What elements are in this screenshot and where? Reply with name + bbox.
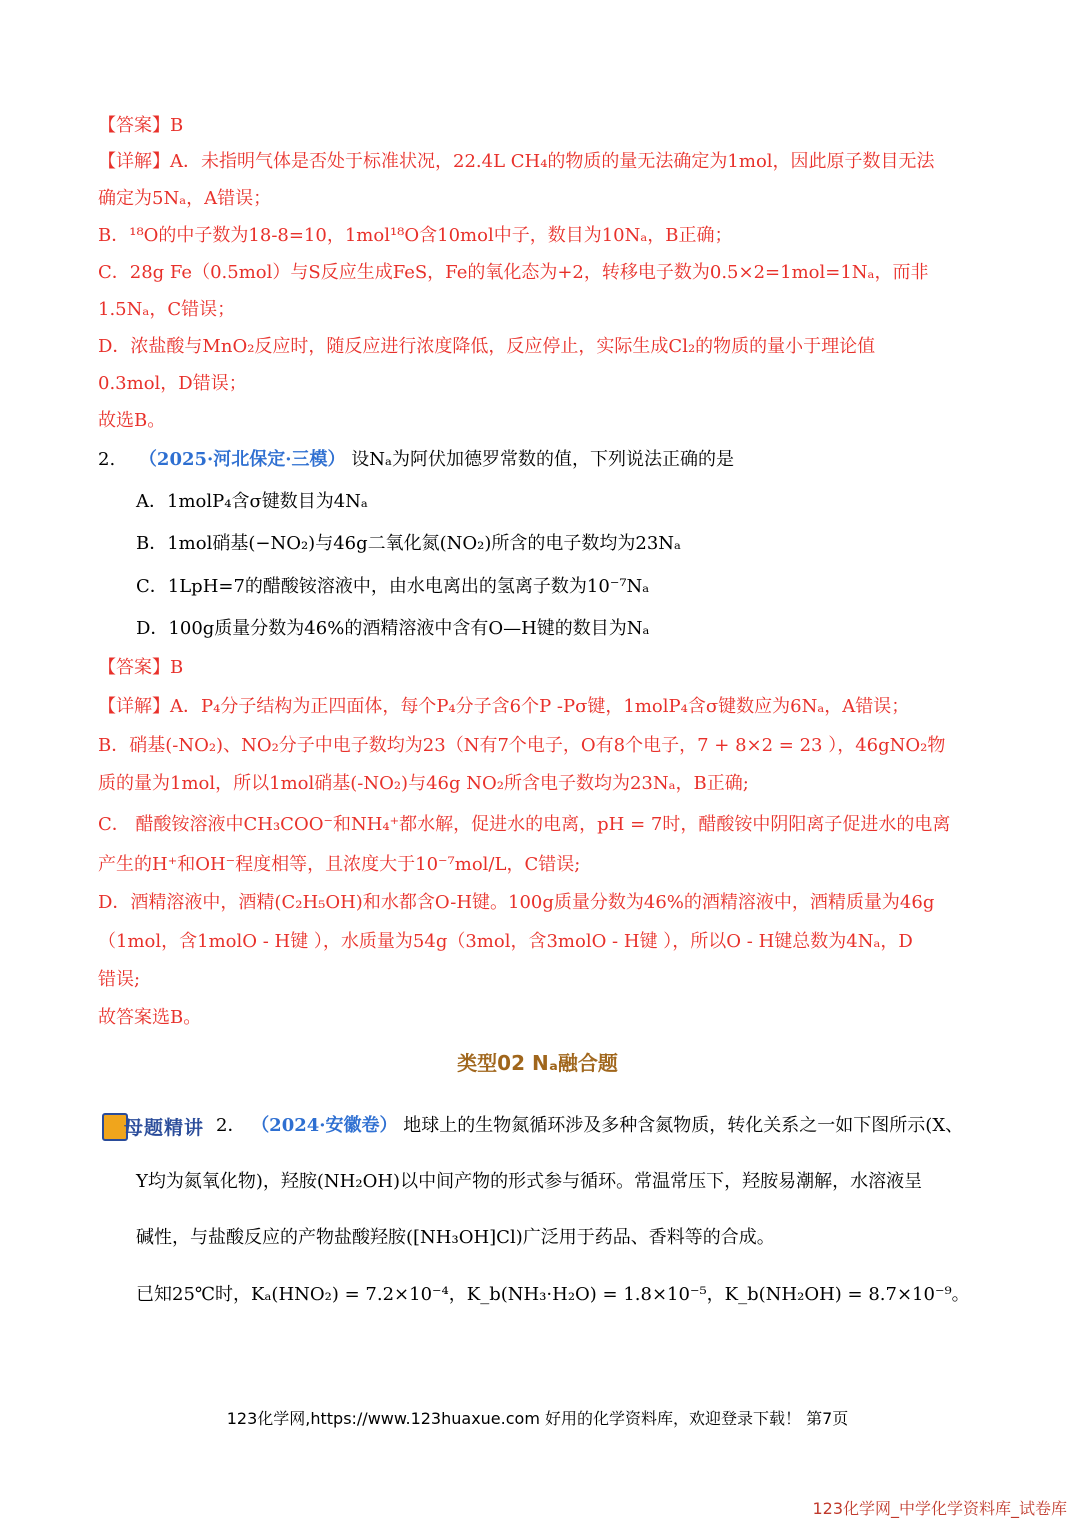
question-2-number: 2.: [98, 449, 116, 470]
question-3-source: （2024·安徽卷）: [251, 1115, 398, 1136]
detail-1-g: 0.3mol，D错误；: [98, 373, 247, 394]
option-b: B．1mol硝基(−NO₂)与46g二氧化氮(NO₂)所含的电子数均为23Nₐ: [136, 533, 681, 554]
detail-2-a: 【详解】A．P₄分子结构为正四面体，每个P₄分子含6个P -Pσ键，1molP₄含σ键数应为6Nₐ，A错误；: [98, 696, 910, 717]
question-2-source: （2025·河北保定·三模）: [138, 449, 346, 470]
detail-2-c: 质的量为1mol，所以1mol硝基(-NO₂)与46g NO₂所含电子数均为23Nₐ，B正确;: [98, 773, 749, 794]
detail-1-e: 1.5Nₐ，C错误；: [98, 299, 236, 320]
watermark: 123化学网_中学化学资料库_试卷库: [812, 1499, 1067, 1518]
section-heading: 类型02 Nₐ融合题: [457, 1051, 618, 1075]
option-c: C．1LpH=7的醋酸铵溶液中，由水电离出的氢离子数为10⁻⁷Nₐ: [136, 576, 650, 597]
page-footer: 123化学网,https://www.123huaxue.com 好用的化学资料库，欢迎登录下载！ 第7页: [226, 1409, 849, 1428]
question-3-line-4: 已知25℃时，Kₐ(HNO₂) = 7.2×10⁻⁴，K_b(NH₃·H₂O) = 1.8×10⁻⁵，K_b(NH₂OH) = 8.7×10⁻⁹。: [136, 1284, 970, 1305]
answer-2: 【答案】B: [98, 657, 184, 678]
question-3-number: 2．: [216, 1115, 246, 1136]
detail-2-i: 故答案选B。: [98, 1007, 202, 1028]
option-d: D．100g质量分数为46%的酒精溶液中含有O—H键的数目为Nₐ: [136, 618, 650, 639]
question-3-text-a: 地球上的生物氮循环涉及多种含氮物质，转化关系之一如下图所示(X、: [403, 1115, 964, 1136]
question-2: [98, 447, 734, 473]
question-3-line-2: Y均为氮氧化物)，羟胺(NH₂OH)以中间产物的形式参与循环。常温常压下，羟胺易潮解，水溶液呈: [136, 1171, 923, 1192]
detail-1-c: B．¹⁸O的中子数为18-8=10，1mol¹⁸O含10mol中子，数目为10Nₐ，B正确；: [98, 225, 733, 246]
question-3-line-3: 碱性，与盐酸反应的产物盐酸羟胺([NH₃OH]Cl)广泛用于药品、香料等的合成。: [136, 1227, 775, 1248]
answer-1: 【答案】B: [98, 115, 184, 136]
detail-2-f: D．酒精溶液中，酒精(C₂H₅OH)和水都含O-H键。100g质量分数为46%的酒精溶液中，酒精质量为46g: [98, 892, 935, 913]
detail-1-f: D．浓盐酸与MnO₂反应时，随反应进行浓度降低，反应停止，实际生成Cl₂的物质的量小于理论值: [98, 336, 876, 357]
detail-2-b: B．硝基(-NO₂)、NO₂分子中电子数均为23（N有7个电子，O有8个电子，7 + 8×2 = 23 ），46gNO₂物: [98, 735, 946, 756]
detail-1-a: 【详解】A．未指明气体是否处于标准状况，22.4L CH₄的物质的量无法确定为1mol，因此原子数目无法: [98, 151, 935, 172]
detail-2-g: （1mol，含1molO - H键 ），水质量为54g（3mol，含3molO - H键 ），所以O - H键总数为4Nₐ，D: [98, 931, 913, 952]
badge-label: 母题精讲: [124, 1117, 205, 1139]
detail-1-h: 故选B。: [98, 410, 166, 431]
question-3-line-1: [216, 1113, 963, 1139]
detail-2-e: 产生的H⁺和OH⁻程度相等，且浓度大于10⁻⁷mol/L，C错误;: [98, 854, 581, 875]
mother-question-badge: [98, 1109, 214, 1143]
option-a: A．1molP₄含σ键数目为4Nₐ: [136, 491, 368, 512]
question-2-text: 设Nₐ为阿伏加德罗常数的值，下列说法正确的是: [351, 449, 734, 470]
detail-2-d: C． 醋酸铵溶液中CH₃COO⁻和NH₄⁺都水解，促进水的电离，pH = 7时，醋酸铵中阴阳离子促进水的电离: [98, 814, 951, 835]
detail-2-h: 错误;: [98, 969, 141, 990]
detail-1-b: 确定为5Nₐ，A错误；: [98, 188, 272, 209]
detail-1-d: C．28g Fe（0.5mol）与S反应生成FeS，Fe的氧化态为+2，转移电子数为0.5×2=1mol=1Nₐ，而非: [98, 262, 929, 283]
